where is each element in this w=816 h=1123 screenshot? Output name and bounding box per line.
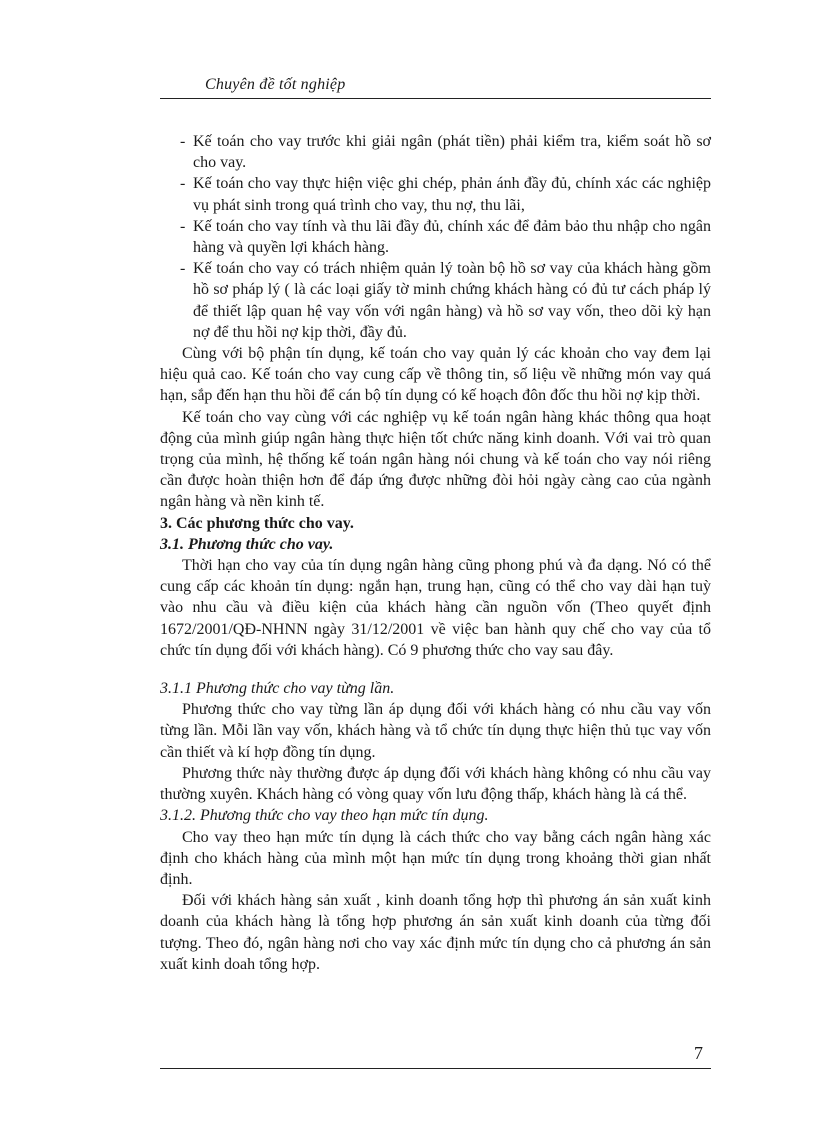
bullet-text: Kế toán cho vay thực hiện việc ghi chép, phản ánh đầy đủ, chính xác các nghiệp vụ phát sinh trong quá trình cho vay, thu nợ, thu lãi, bbox=[193, 175, 711, 214]
section-heading: 3. Các phương thức cho vay. bbox=[160, 514, 354, 532]
header-rule bbox=[160, 98, 711, 99]
subsection-heading: 3.1. Phương thức cho vay. bbox=[160, 535, 334, 553]
body-paragraph: Cùng với bộ phận tín dụng, kế toán cho vay quản lý các khoản cho vay đem lại hiệu quả cao. Kế toán cho vay cung cấp về thông tin, số liệu về những món vay quá hạn, sắp đến hạn thu hồi để cán bộ tín dụng có kế hoạch đôn đốc thu hồi nợ kịp thời. bbox=[160, 345, 711, 405]
body-paragraph: Đối với khách hàng sản xuất , kinh doanh tổng hợp thì phương án sản xuất kinh doanh của khách hàng là tổng hợp phương án sản xuất kinh doanh của từng đối tượng. Theo đó, ngân hàng nơi cho vay xác định mức tín dụng cho cả phương án sản xuất kinh doah tổng hợp. bbox=[160, 892, 711, 973]
bullet-text: Kế toán cho vay có trách nhiệm quản lý toàn bộ hồ sơ vay của khách hàng gồm hồ sơ pháp lý ( là các loại giấy tờ minh chứng khách hàng có đủ tư cách pháp lý để thiết lập quan hệ vay vốn với ngân hàng) và hồ sơ vay vốn, theo dõi kỳ hạn nợ để thu hồi nợ kịp thời, đầy đủ. bbox=[193, 260, 711, 341]
bullet-dash: - bbox=[180, 260, 186, 278]
footer-rule bbox=[160, 1068, 711, 1069]
bullet-dash: - bbox=[180, 217, 186, 235]
bullet-item bbox=[160, 131, 711, 173]
body-paragraph: Phương thức cho vay từng lần áp dụng đối với khách hàng có nhu cầu vay vốn từng lần. Mỗi lần vay vốn, khách hàng và tổ chức tín dụng thực hiện thủ tục vay vốn cần thiết và kí hợp đồng tín dụng. bbox=[160, 701, 711, 761]
running-header-title: Chuyên đề tốt nghiệp bbox=[205, 76, 346, 93]
body-paragraph: Kế toán cho vay cùng với các nghiệp vụ kế toán ngân hàng khác thông qua hoạt động của mình giúp ngân hàng thực hiện tốt chức năng kinh doanh. Với vai trò quan trọng của mình, hệ thống kế toán ngân hàng nói chung và kế toán cho vay nói riêng cần được hoàn thiện hơn để đáp ứng được những đòi hỏi ngày càng cao của ngành ngân hàng và nền kinh tế. bbox=[160, 408, 711, 511]
bullet-item bbox=[160, 216, 711, 258]
spacer bbox=[160, 661, 711, 678]
bullet-item bbox=[160, 258, 711, 343]
bullet-text: Kế toán cho vay tính và thu lãi đầy đủ, chính xác để đảm bảo thu nhập cho ngân hàng và quyền lợi khách hàng. bbox=[193, 217, 711, 257]
page-body bbox=[160, 131, 711, 975]
body-paragraph: Phương thức này thường được áp dụng đối với khách hàng không có nhu cầu vay thường xuyên. Khách hàng có vòng quay vốn lưu động thấp, khách hàng là cá thể. bbox=[160, 764, 711, 804]
bullet-dash: - bbox=[180, 133, 186, 150]
bullet-text: Kế toán cho vay trước khi giải ngân (phát tiền) phải kiểm tra, kiểm soát hồ sơ cho vay. bbox=[193, 133, 711, 172]
body-paragraph: Thời hạn cho vay của tín dụng ngân hàng cũng phong phú và đa dạng. Nó có thể cung cấp các khoản tín dụng: ngắn hạn, trung hạn, cũng có thể cho vay dài hạn tuỳ vào nhu cầu và điều kiện của khách hàng cần nguồn vốn (Theo quyết định 1672/2001/QĐ-NHNN ngày 31/12/2001 về việc ban hành quy chế cho vay của tổ chức tín dụng đối với khách hàng). Có 9 phương thức cho vay sau đây. bbox=[160, 557, 711, 659]
subsubsection-heading: 3.1.1 Phương thức cho vay từng lần. bbox=[160, 680, 395, 698]
bullet-dash: - bbox=[180, 175, 186, 193]
page-number: 7 bbox=[694, 1043, 703, 1063]
subsubsection-heading: 3.1.2. Phương thức cho vay theo hạn mức tín dụng. bbox=[160, 807, 489, 825]
body-paragraph: Cho vay theo hạn mức tín dụng là cách thức cho vay bằng cách ngân hàng xác định cho khách hàng của mình một hạn mức tín dụng trong khoảng thời gian nhất định. bbox=[160, 828, 711, 888]
bullet-item bbox=[160, 173, 711, 215]
